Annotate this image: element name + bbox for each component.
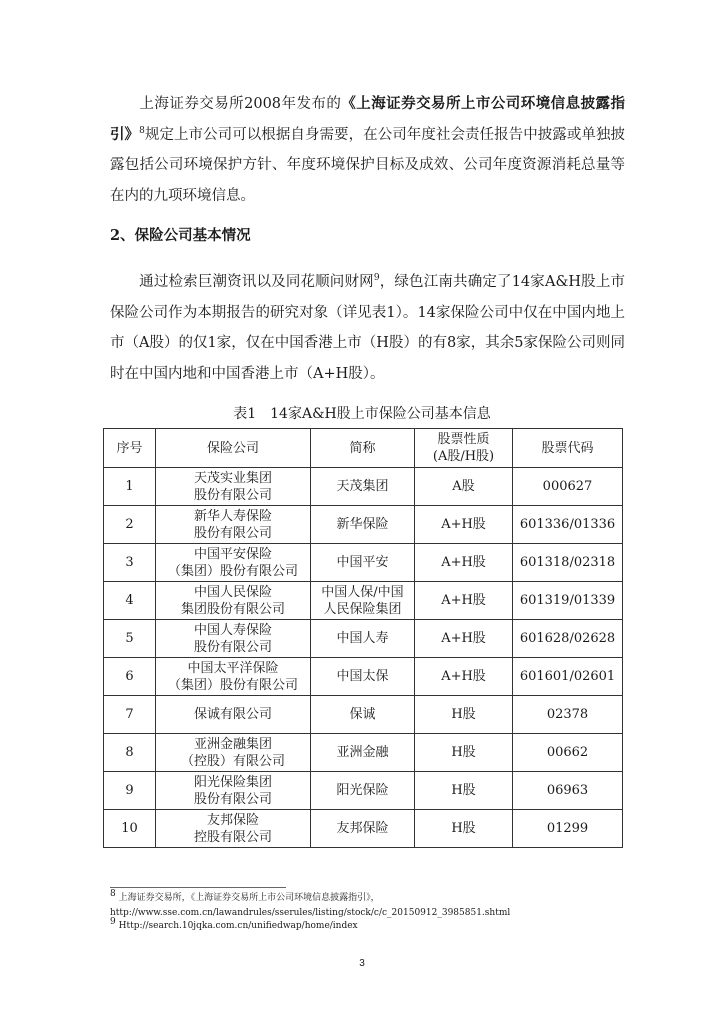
table-row xyxy=(104,772,623,810)
section-heading: 2、保险公司基本情况 xyxy=(110,227,251,244)
footnote-8-mark: 8 xyxy=(110,889,116,899)
header-short-name: 简称 xyxy=(311,429,415,468)
para2-lead: 通过检索巨潮资讯以及同花顺问财网 xyxy=(139,274,374,290)
cell-company: 中国太平洋保险 （集团）股份有限公司 xyxy=(156,658,311,696)
table-row xyxy=(104,696,623,734)
cell-index: 7 xyxy=(104,696,156,734)
cell-stock-code: 01299 xyxy=(513,810,623,848)
paragraph-company-overview xyxy=(110,267,625,389)
header-index: 序号 xyxy=(104,429,156,468)
table-row xyxy=(104,810,623,848)
paragraph-disclosure-guideline xyxy=(110,89,625,211)
table-row xyxy=(104,582,623,620)
cell-stock-code: 06963 xyxy=(513,772,623,810)
table-row xyxy=(104,620,623,658)
cell-stock-code: 601319/01339 xyxy=(513,582,623,620)
cell-company: 中国人寿保险 股份有限公司 xyxy=(156,620,311,658)
cell-company: 中国平安保险 （集团）股份有限公司 xyxy=(156,544,311,582)
cell-share-type: A+H股 xyxy=(415,620,513,658)
cell-index: 4 xyxy=(104,582,156,620)
footnote-9-url[interactable]: Http://search.10jqka.com.cn/unifiedwap/home/index xyxy=(118,921,358,931)
cell-share-type: A+H股 xyxy=(415,506,513,544)
table-header-row xyxy=(104,429,623,468)
cell-index: 6 xyxy=(104,658,156,696)
cell-short-name: 中国人寿 xyxy=(311,620,415,658)
footnote-9 xyxy=(110,917,670,932)
cell-short-name: 保诚 xyxy=(311,696,415,734)
footnote-8-url[interactable]: http://www.sse.com.cn/lawandrules/sserules/listing/stock/c/c_20150912_3985851.shtml xyxy=(110,908,511,918)
cell-index: 3 xyxy=(104,544,156,582)
header-company: 保险公司 xyxy=(156,429,311,468)
cell-index: 9 xyxy=(104,772,156,810)
cell-short-name: 新华保险 xyxy=(311,506,415,544)
cell-short-name: 中国人保/中国 人民保险集团 xyxy=(311,582,415,620)
cell-share-type: H股 xyxy=(415,810,513,848)
footnote-8-text: 上海证券交易所，《上海证券交易所上市公司环境信息披露指引》， xyxy=(118,893,380,903)
cell-short-name: 中国太保 xyxy=(311,658,415,696)
cell-company: 阳光保险集团 股份有限公司 xyxy=(156,772,311,810)
cell-share-type: A+H股 xyxy=(415,544,513,582)
footnote-ref-8[interactable]: 8 xyxy=(139,125,145,136)
cell-share-type: A+H股 xyxy=(415,582,513,620)
para1-rest: 规定上市公司可以根据自身需要，在公司年度社会责任报告中披露或单独披露包括公司环境保护方针、年度环境保护目标及成效、公司年度资源消耗总量等在内的九项环境信息。 xyxy=(110,126,626,204)
cell-index: 10 xyxy=(104,810,156,848)
table-caption: 表1 14家A&H股上市保险公司基本信息 xyxy=(233,406,491,422)
insurance-companies-table xyxy=(103,428,623,848)
cell-stock-code: 601318/02318 xyxy=(513,544,623,582)
header-share-type: 股票性质 (A股/H股) xyxy=(415,429,513,468)
cell-stock-code: 00662 xyxy=(513,734,623,772)
cell-stock-code: 601628/02628 xyxy=(513,620,623,658)
table-row xyxy=(104,506,623,544)
cell-company: 新华人寿保险 股份有限公司 xyxy=(156,506,311,544)
table-row xyxy=(104,734,623,772)
footnote-8 xyxy=(110,889,670,904)
cell-short-name: 友邦保险 xyxy=(311,810,415,848)
cell-index: 2 xyxy=(104,506,156,544)
cell-stock-code: 601336/01336 xyxy=(513,506,623,544)
cell-short-name: 阳光保险 xyxy=(311,772,415,810)
footnote-ref-9[interactable]: 9 xyxy=(373,273,380,284)
guideline-title: 《上海证券交易所上市公司环境信息披露指引》 xyxy=(110,95,625,143)
cell-share-type: A+H股 xyxy=(415,658,513,696)
cell-company: 保诚有限公司 xyxy=(156,696,311,734)
footnote-9-mark: 9 xyxy=(110,917,116,927)
cell-stock-code: 02378 xyxy=(513,696,623,734)
header-stock-code: 股票代码 xyxy=(513,429,623,468)
cell-short-name: 天茂集团 xyxy=(311,468,415,506)
cell-index: 5 xyxy=(104,620,156,658)
cell-company: 亚洲金融集团 （控股）有限公司 xyxy=(156,734,311,772)
page-number: 3 xyxy=(359,958,365,969)
cell-company: 友邦保险 控股有限公司 xyxy=(156,810,311,848)
para1-lead: 上海证券交易所2008年发布的 xyxy=(139,96,342,112)
cell-share-type: H股 xyxy=(415,772,513,810)
cell-share-type: H股 xyxy=(415,696,513,734)
table-row xyxy=(104,658,623,696)
cell-short-name: 亚洲金融 xyxy=(311,734,415,772)
cell-stock-code: 000627 xyxy=(513,468,623,506)
footnote-divider xyxy=(110,887,286,888)
cell-index: 8 xyxy=(104,734,156,772)
para2-rest: ，绿色江南共确定了14家A&H股上市保险公司作为本期报告的研究对象（详见表1）。14家保险公司中仅在中国内地上市（A股）的仅1家，仅在中国香港上市（H股）的有8家，其余5家保险公司则同时在中国内地和中国香港上市（A+H股）。 xyxy=(110,274,625,382)
cell-share-type: A股 xyxy=(415,468,513,506)
cell-short-name: 中国平安 xyxy=(311,544,415,582)
table-row xyxy=(104,544,623,582)
table-row xyxy=(104,468,623,506)
cell-index: 1 xyxy=(104,468,156,506)
cell-share-type: H股 xyxy=(415,734,513,772)
cell-company: 天茂实业集团 股份有限公司 xyxy=(156,468,311,506)
cell-stock-code: 601601/02601 xyxy=(513,658,623,696)
cell-company: 中国人民保险 集团股份有限公司 xyxy=(156,582,311,620)
